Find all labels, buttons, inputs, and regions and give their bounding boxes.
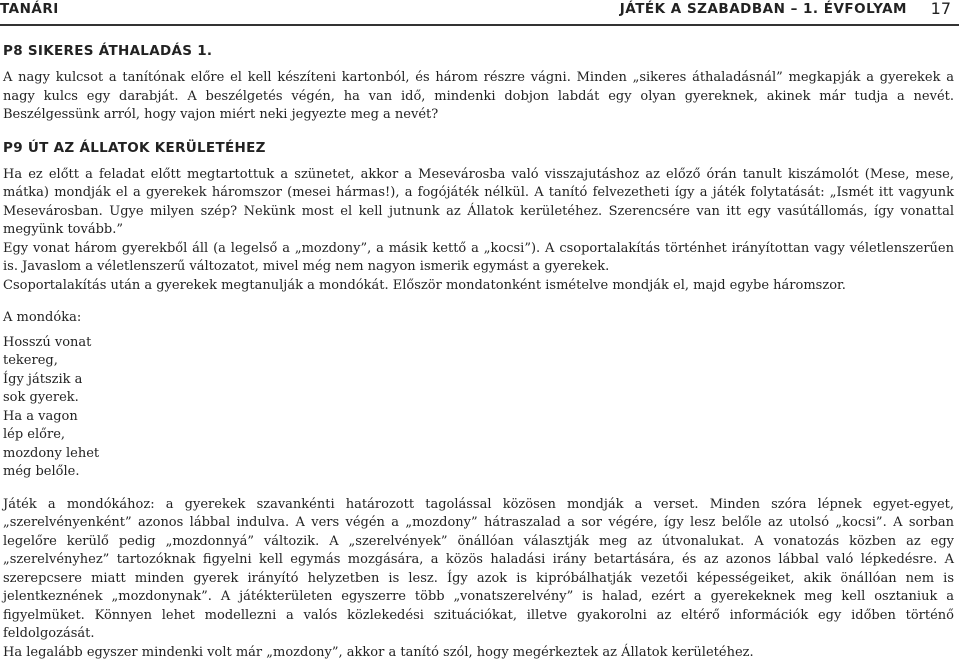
section-p9-paragraph-2: Egy vonat három gyerekből áll (a legelső a „mozdony”, a másik kettő a „kocsi”). A csoportalakítás történhet irányítottan vagy véletlenszerűen is. Javaslom a véletlenszerű változatot, mivel még nem nagyon ismerik egymást a gyerekek. [3, 240, 954, 274]
rhyme-line: tekereg, [3, 353, 58, 368]
page-number: 17 [930, 0, 951, 18]
rhyme-line: Ha a vagon [3, 408, 78, 424]
rhyme-line: sok gyerek. [3, 390, 79, 405]
rhyme-line: még belőle. [3, 464, 80, 479]
rhyme-line: Így játszik a [3, 371, 83, 387]
header-right-title: JÁTÉK A SZABADBAN – 1. ÉVFOLYAM [619, 1, 907, 17]
rhyme [3, 334, 954, 482]
header-left-title: TANÁRI [0, 1, 59, 17]
section-title-p9: P9 ÚT AZ ÁLLATOK KERÜLETÉHEZ [3, 139, 266, 156]
rhyme-line: mozdony lehet [3, 445, 100, 461]
closing-paragraph-2: Ha legalább egyszer mindenki volt már „mozdony”, akkor a tanító szól, hogy megérkeztek az Állatok kerületéhez. [3, 644, 754, 660]
rhyme-label: A mondóka: [3, 310, 82, 325]
rhyme-line: lép előre, [3, 427, 66, 442]
header-rule [0, 24, 959, 26]
section-p9-paragraph-3: Csoportalakítás után a gyerekek megtanulják a mondókát. Először mondatonként ismételve mondják el, majd egybe háromszor. [3, 277, 846, 293]
section-p9-paragraph-1: Ha ez előtt a feladat előtt megtartottuk a szünetet, akkor a Mesevárosba való visszajutáshoz az előző órán tanult kiszámolót (Mese, mese, mátka) mondják el a gyerekek háromszor (mesei hármas!), a fogójáték nélkül. A tanító felvezetheti így a játék folytatását: „Ismét itt vagyunk Mesevárosban. Ugye milyen szép? Nekünk most el kell jutnunk az Állatok kerületéhez. Szerencsére van itt egy vasútállomás, így vonattal megyünk tovább.” [3, 166, 954, 237]
section-title-p8: P8 SIKERES ÁTHALADÁS 1. [3, 43, 213, 59]
page-header [0, 0, 959, 20]
page-content [3, 42, 954, 662]
section-p8-paragraph: A nagy kulcsot a tanítónak előre el kell készíteni kartonból, és három részre vágni. Minden „sikeres áthaladásnál” megkapják a gyerekek a nagy kulcs egy darabját. A beszélgetés végén, ha van idő, mindenki dobjon labdát egy olyan gyereknek, akinek már tudja a nevét. Beszélgessünk arról, hogy vajon miért neki jegyezte meg a nevét? [3, 70, 954, 122]
closing-paragraph-1: Játék a mondókához: a gyerekek szavankénti határozott tagolással közösen mondják a verset. Minden szóra lépnek egyet-egyet, „szerelvényenként” azonos lábbal indulva. A vers végén a „mozdony” hátraszalad a sor végére, így lesz belőle az utolsó „kocsi”. A sorban legelőre kerülő pedig „mozdonnyá” változik. A „szerelvények” önállóan választják meg az útvonalukat. A vonatozás közben az egy „szerelvényhez” tartozóknak figyelni kell egymás mozgására, a közös haladási irány betartására, és az azonos lábbal való lépkedésre. A szerepcsere miatt minden gyerek irányító helyzetben is lesz. Így azok is kipróbálhatják vezetői képességeiket, akik önállóan nem is jelentkeznének „mozdonynak”. A játékterületen egyszerre több „vonatszerelvény” is halad, ezért a gyerekeknek meg kell osztaniuk a figyelmüket. Könnyen lehet modellezni a valós közlekedési szituációkat, illetve gyakorolni az eltérő információk egy időben történő feldolgozását. [3, 496, 954, 641]
rhyme-line: Hosszú vonat [3, 334, 92, 350]
